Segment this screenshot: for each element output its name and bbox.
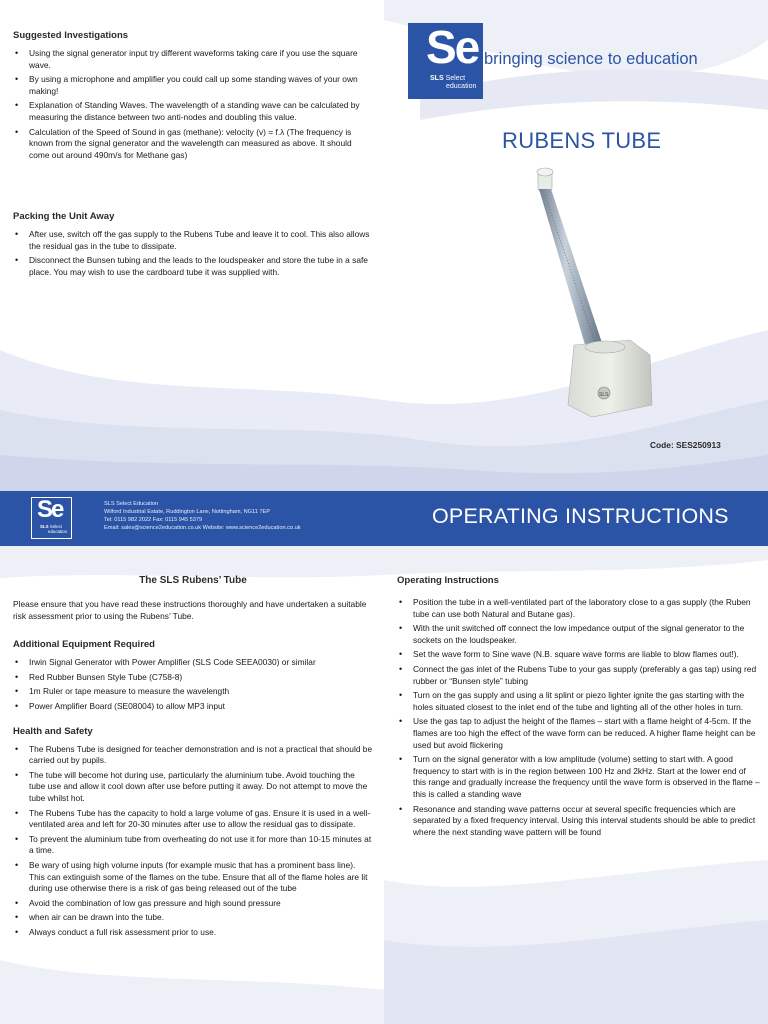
band-logo-subtitle [40,524,67,534]
operating-list [397,597,760,838]
list-item: • Avoid the combination of low gas pressure and high sound pressure [13,898,373,910]
suggested-investigations-section [13,30,373,164]
equipment-list [13,657,373,712]
list-item: • To prevent the aluminium tube from overheating do not use it for more than 10-15 minutes at a time. [13,834,373,857]
band-logo-sub-line2: education [48,529,68,534]
list-item: • Using the signal generator input try different waveforms taking care if you use the square wave. [13,48,373,71]
product-code: Code: SES250913 [650,440,721,450]
band-logo-sub-bold: SLS [40,524,49,529]
list-item: • Disconnect the Bunsen tubing and the leads to the loudspeaker and store the tube in a safe place. You may wish to use the cardboard tube it was supplied with. [13,255,373,278]
list-item: • when air can be drawn into the tube. [13,912,373,924]
company-email-website: Email: sales@science2education.co.uk Website: www.science2education.co.uk [104,525,301,531]
company-name: SLS Select Education [104,501,159,507]
logo-sub-bold: SLS [430,75,444,82]
equipment-heading: Additional Equipment Required [13,639,155,651]
logo-sub-line2: education [446,83,477,90]
health-safety-list [13,744,373,939]
list-item: • Irwin Signal Generator with Power Amplifier (SLS Code SEEA0030) or similar [13,657,373,669]
brand-tagline: bringing science to education [484,50,698,68]
list-item: • Always conduct a full risk assessment prior to use. [13,927,373,939]
list-item: • The Rubens Tube is designed for teacher demonstration and is not a practical that should be carried out by pupils. [13,744,373,767]
logo-mark: Se [426,21,479,73]
company-address: Wilford Industrial Estate, Ruddington Lane, Nottingham, NG11 7EP [104,509,270,515]
packing-list [13,229,373,278]
list-item: • Calculation of the Speed of Sound in gas (methane): velocity (v) = f.λ (The frequency is known from the signal generator and the wavelength can measured as above. It should come out around 490m/s for Methane gas) [13,127,373,162]
rubens-tube-intro [13,575,373,941]
contact-band [0,491,768,546]
list-item: • Connect the gas inlet of the Rubens Tube to your gas supply (preferably a gas tap) using red rubber or “Bunsen style” tubing [397,664,760,687]
band-logo-sub-line1: Select [49,524,62,529]
health-safety-heading: Health and Safety [13,725,93,737]
list-item: • The Rubens Tube has the capacity to hold a large volume of gas. Ensure it is used in a well-ventilated area and left for 20-30 minutes after use to allow the residual gas to dissipate. [13,808,373,831]
list-item: • The tube will become hot during use, particularly the aluminium tube. Avoid touching the tube use and allow it cool down after use before putting it away. Do not attempt to move the tube whilst hot. [13,770,373,805]
operating-heading: Operating Instructions [397,575,499,586]
list-item: • With the unit switched off connect the low impedance output of the signal generator to the sockets on the loudspeaker. [397,623,760,646]
contact-address [104,500,301,532]
band-logo [31,497,72,539]
list-item: • 1m Ruler or tape measure to measure the wavelength [13,686,373,698]
list-item: • Turn on the gas supply and using a lit splint or piezo lighter ignite the gas starting with the holes situated closest to the inlet end of the tube and lighting all of the other holes in turn. [397,690,760,713]
logo-subtitle [430,75,476,91]
operating-instructions-section [397,575,760,841]
logo-sub-line1: Select [445,75,466,82]
list-item: • Use the gas tap to adjust the height of the flames – start with a flame height of 4-5cm. If the flames are too high the effect of the wave form can be reduced. A higher flame height can be used but avoid flickering [397,716,760,751]
list-item: • Power Amplifier Board (SE08004) to allow MP3 input [13,701,373,713]
company-phone: Tel: 0115 982 2022 Fax: 0115 945 5379 [104,517,203,523]
list-item: • Position the tube in a well-ventilated part of the laboratory close to a gas supply (the Ruben tube can use both Natural and Butane gas). [397,597,760,620]
packing-heading: Packing the Unit Away [13,211,115,222]
product-title: RUBENS TUBE [502,128,662,153]
intro-title: The SLS Rubens’ Tube [139,575,247,586]
list-item: • By using a microphone and amplifier you could call up some standing waves of your own making! [13,74,373,97]
operating-instructions-title: OPERATING INSTRUCTIONS [432,504,729,528]
rubens-tube-photo [520,165,670,425]
list-item: • Resonance and standing wave patterns occur at several specific frequencies which are separated by a fixed frequency interval. Using this interval students should be able to predict where the next standing wave pattern will be found [397,804,760,839]
brand-logo [408,23,483,99]
band-logo-mark: Se [37,496,63,523]
list-item: • Red Rubber Bunsen Style Tube (C758-8) [13,672,373,684]
svg-text:SLS: SLS [599,392,609,398]
suggested-investigations-heading: Suggested Investigations [13,30,129,41]
list-item: • Set the wave form to Sine wave (N.B. square wave forms are liable to blow flames out!). [397,649,760,661]
list-item: • Explanation of Standing Waves. The wavelength of a standing wave can be calculated by measuring the distance between two anti-nodes and doubling this value. [13,100,373,123]
packing-section [13,211,373,281]
list-item: • After use, switch off the gas supply to the Rubens Tube and leave it to cool. This also allows the residual gas in the tube to dissipate. [13,229,373,252]
list-item: • Turn on the signal generator with a low amplitude (volume) setting to start with. A good frequency to start with is in the region between 100 Hz and 2kHz. Start at the lower end of this range and gradually increase the frequency until the wave form is observed in the flame – this is called a standing wave [397,754,760,800]
intro-text: Please ensure that you have read these instructions thoroughly and have undertaken a suitable risk assessment prior to using the Rubens’ Tube. [13,599,367,621]
list-item: • Be wary of using high volume inputs (for example music that has a prominent bass line). This can extinguish some of the flames on the tube. Ensure that all of the flame holes are lit during use otherwise there is a risk of gas being released out of the tube [13,860,373,895]
suggested-investigations-list [13,48,373,161]
